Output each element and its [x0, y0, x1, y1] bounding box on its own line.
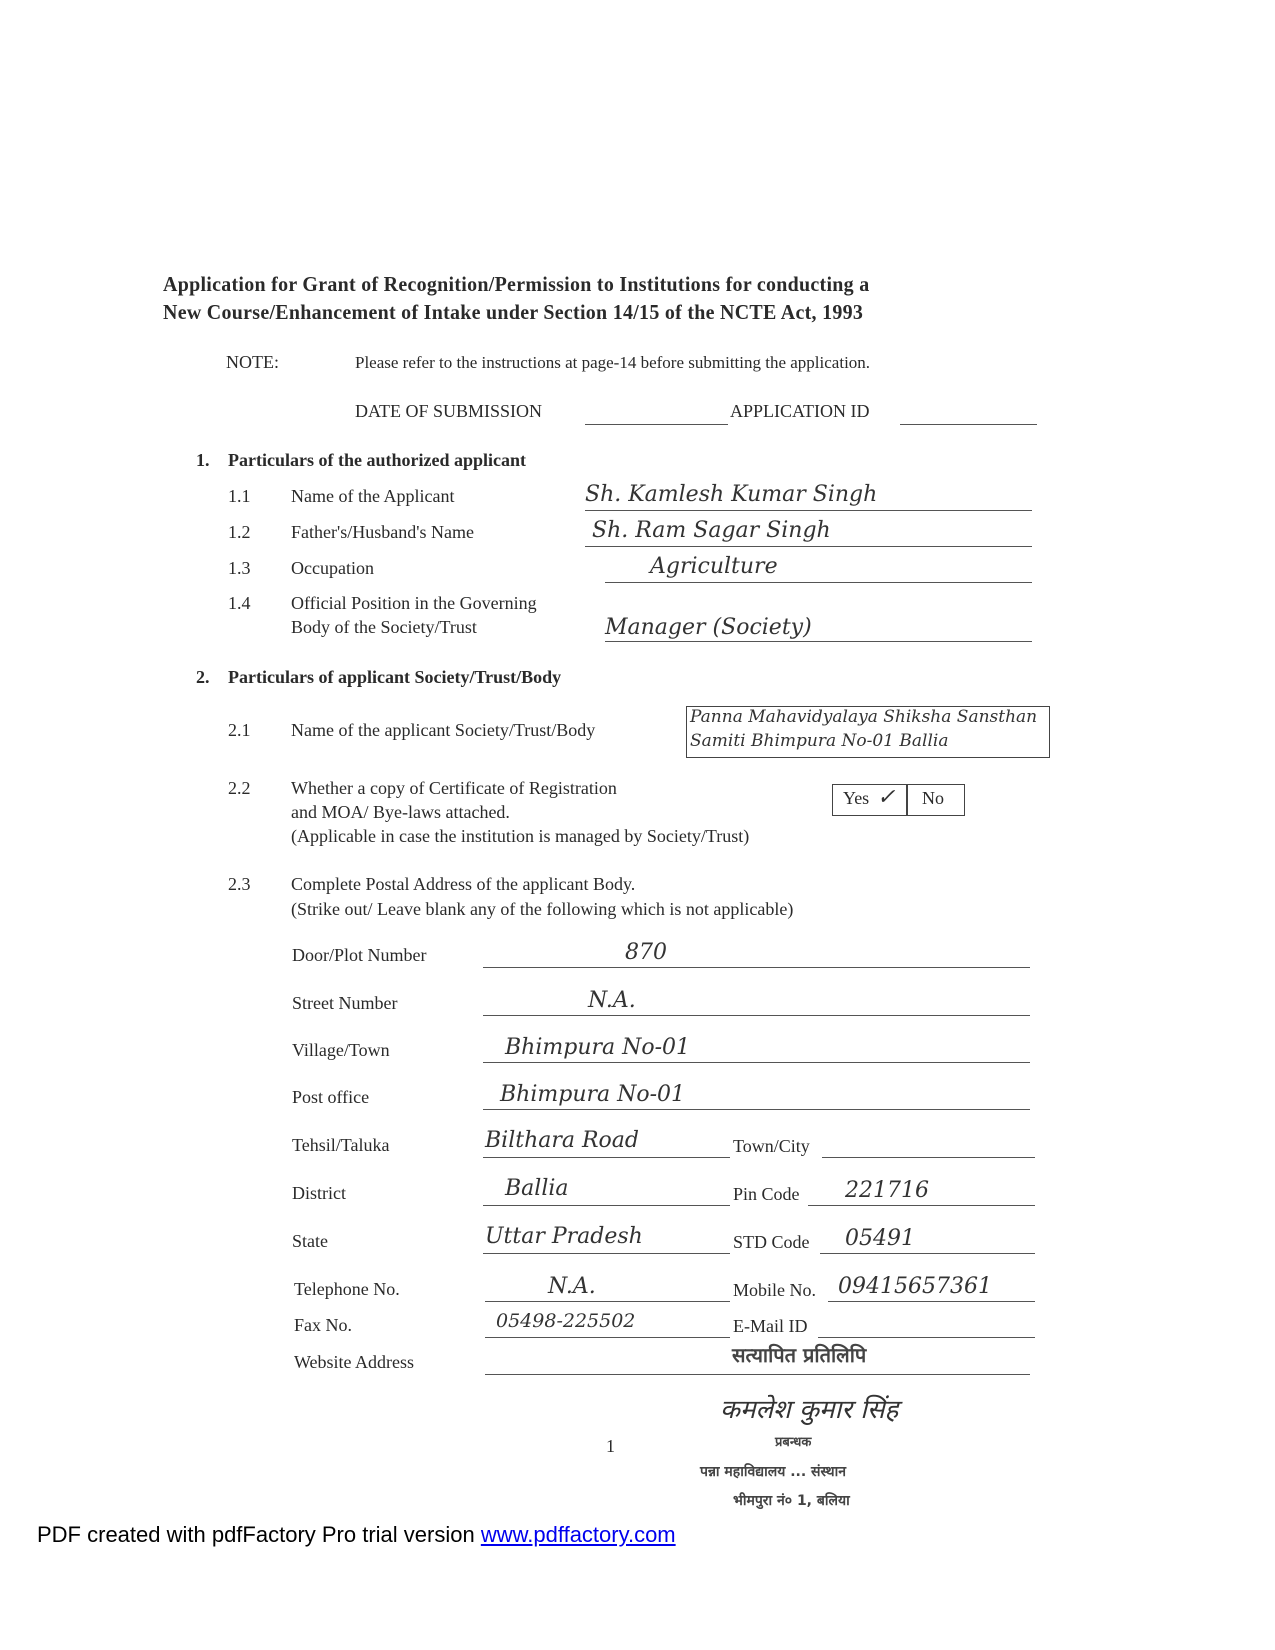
mobile-value: 09415657361 — [838, 1274, 992, 1299]
village-value: Bhimpura No-01 — [505, 1035, 691, 1060]
district-value: Ballia — [505, 1176, 569, 1201]
note-label: NOTE: — [226, 352, 279, 372]
certificate-question-2: and MOA/ Bye-laws attached. — [291, 802, 510, 822]
no-label: No — [922, 788, 944, 808]
occupation-label: Occupation — [291, 558, 374, 578]
position-label-2: Body of the Society/Trust — [291, 617, 477, 637]
attested-copy-stamp: सत्यापित प्रतिलिपि — [732, 1343, 867, 1367]
title-line-2: New Course/Enhancement of Intake under Section 14/15 of the NCTE Act, 1993 — [163, 300, 864, 324]
street-value: N.A. — [588, 988, 636, 1013]
yes-box[interactable] — [832, 784, 908, 816]
mobile-label: Mobile No. — [733, 1280, 816, 1300]
underline — [585, 510, 1032, 511]
pin-code-label: Pin Code — [733, 1184, 800, 1204]
pdf-footer — [37, 1522, 676, 1548]
underline — [483, 1109, 1030, 1110]
door-value: 870 — [625, 940, 667, 965]
father-name-value: Sh. Ram Sagar Singh — [592, 518, 831, 543]
item-number: 1.2 — [228, 522, 251, 542]
underline — [483, 1015, 1030, 1016]
certificate-question: Whether a copy of Certificate of Registration — [291, 778, 617, 798]
village-label: Village/Town — [292, 1040, 390, 1060]
state-value: Uttar Pradesh — [485, 1224, 643, 1249]
telephone-value: N.A. — [548, 1274, 596, 1299]
postal-address-label: Complete Postal Address of the applicant Body. — [291, 874, 636, 894]
underline — [485, 1301, 730, 1302]
signature: कमलेश कुमार सिंह — [720, 1395, 899, 1425]
society-name-value-1: Panna Mahavidyalaya Shiksha Sansthan — [690, 707, 1038, 727]
email-field[interactable] — [818, 1337, 1035, 1338]
position-value: Manager (Society) — [605, 615, 812, 640]
post-office-label: Post office — [292, 1087, 370, 1107]
underline — [828, 1301, 1035, 1302]
date-of-submission-label: DATE OF SUBMISSION — [355, 401, 543, 421]
underline — [483, 1062, 1030, 1063]
check-mark-icon: ✓ — [877, 785, 896, 810]
pin-code-value: 221716 — [845, 1178, 929, 1203]
footer-text: PDF created with pdfFactory Pro trial version — [37, 1522, 481, 1547]
father-name-label: Father's/Husband's Name — [291, 522, 474, 542]
society-name-label: Name of the applicant Society/Trust/Body — [291, 720, 596, 740]
stamp-institution: पन्ना महाविद्यालय ... संस्थान — [700, 1464, 847, 1480]
underline — [605, 641, 1032, 642]
underline — [485, 1337, 730, 1338]
stamp-address: भीमपुरा नं० 1, बलिया — [733, 1493, 850, 1509]
note-text: Please refer to the instructions at page-14 before submitting the application. — [355, 353, 871, 372]
underline — [820, 1253, 1035, 1254]
town-city-label: Town/City — [733, 1136, 810, 1156]
email-label: E-Mail ID — [733, 1316, 808, 1336]
underline — [483, 967, 1030, 968]
no-box[interactable] — [906, 784, 965, 816]
state-label: State — [292, 1231, 328, 1251]
underline — [483, 1205, 730, 1206]
section-1-heading: Particulars of the authorized applicant — [228, 450, 526, 470]
applicant-name-value: Sh. Kamlesh Kumar Singh — [585, 482, 878, 507]
street-label: Street Number — [292, 993, 398, 1013]
item-number: 1.3 — [228, 558, 251, 578]
item-number: 2.1 — [228, 720, 251, 740]
section-1-number: 1. — [196, 450, 210, 470]
section-2-number: 2. — [196, 667, 210, 687]
underline — [585, 546, 1032, 547]
website-field[interactable] — [485, 1374, 1030, 1375]
tehsil-label: Tehsil/Taluka — [292, 1135, 390, 1155]
website-label: Website Address — [294, 1352, 415, 1372]
tehsil-value: Bilthara Road — [485, 1128, 639, 1153]
title-line-1: Application for Grant of Recognition/Permission to Institutions for conducting a — [163, 272, 870, 296]
underline — [808, 1205, 1035, 1206]
std-code-value: 05491 — [845, 1226, 915, 1251]
telephone-label: Telephone No. — [294, 1279, 400, 1299]
std-code-label: STD Code — [733, 1232, 810, 1252]
fax-value: 05498-225502 — [496, 1310, 636, 1332]
underline — [605, 582, 1032, 583]
application-id-field[interactable] — [900, 424, 1037, 425]
item-number: 1.1 — [228, 486, 251, 506]
postal-address-note: (Strike out/ Leave blank any of the following which is not applicable) — [291, 899, 794, 919]
underline — [483, 1157, 730, 1158]
date-of-submission-field[interactable] — [585, 424, 728, 425]
position-label: Official Position in the Governing — [291, 593, 537, 613]
post-office-value: Bhimpura No-01 — [500, 1082, 686, 1107]
door-label: Door/Plot Number — [292, 945, 427, 965]
certificate-note: (Applicable in case the institution is managed by Society/Trust) — [291, 826, 750, 846]
town-city-field[interactable] — [822, 1157, 1035, 1158]
pdffactory-link[interactable]: www.pdffactory.com — [480, 1522, 676, 1547]
page-number: 1 — [606, 1436, 615, 1456]
application-id-label: APPLICATION ID — [730, 401, 870, 421]
applicant-name-label: Name of the Applicant — [291, 486, 455, 506]
society-name-value-2: Samiti Bhimpura No-01 Ballia — [690, 731, 949, 751]
district-label: District — [292, 1183, 346, 1203]
item-number: 2.3 — [228, 874, 251, 894]
stamp-designation: प्रबन्धक — [775, 1435, 812, 1450]
item-number: 2.2 — [228, 778, 251, 798]
underline — [483, 1253, 730, 1254]
yes-label: Yes — [843, 788, 870, 808]
section-2-heading: Particulars of applicant Society/Trust/Body — [228, 667, 562, 687]
occupation-value: Agriculture — [650, 554, 778, 579]
item-number: 1.4 — [228, 593, 251, 613]
fax-label: Fax No. — [294, 1315, 352, 1335]
